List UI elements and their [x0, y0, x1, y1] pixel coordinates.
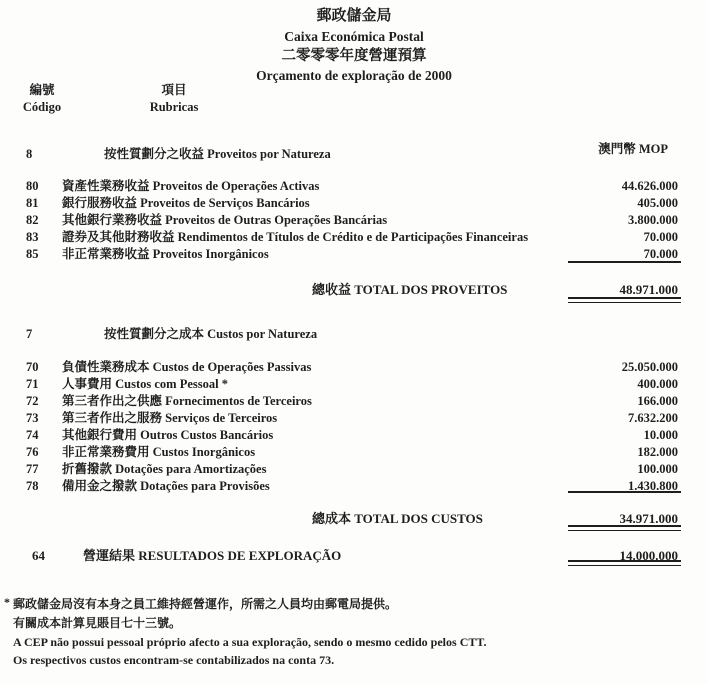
row-code: 85 [26, 247, 39, 261]
revenue-section-title [0, 146, 708, 163]
row-code: 78 [26, 479, 39, 493]
org-title-zh: 郵政儲金局 [316, 8, 392, 24]
result-rule [568, 560, 681, 566]
row-label: 人事費用 Custos com Pessoal * [62, 377, 228, 391]
total-proveitos-value: 48.971.000 [619, 282, 678, 297]
row-value: 405.000 [637, 196, 678, 210]
column-header-code-pt: Código [22, 100, 62, 114]
row-value: 3.800.000 [628, 213, 678, 227]
result-value: 14.000.000 [619, 548, 678, 563]
section-label: 按性質劃分之收益 Proveitos por Natureza [104, 147, 331, 161]
column-header-item-pt: Rubricas [149, 100, 199, 114]
row-label: 非正常業務收益 Proveitos Inorgânicos [62, 247, 269, 261]
row-value: 7.632.200 [628, 411, 678, 425]
table-row [0, 427, 708, 444]
row-code: 71 [26, 377, 39, 391]
row-code: 76 [26, 445, 39, 459]
row-code: 73 [26, 411, 39, 425]
section-label: 按性質劃分之成本 Custos por Natureza [104, 327, 318, 341]
result-code: 64 [32, 548, 45, 563]
org-title-pt: Caixa Económica Postal [284, 29, 424, 44]
table-row [0, 178, 708, 195]
currency-label: 澳門幣 MOP [598, 142, 668, 156]
table-row [0, 393, 708, 410]
row-label: 備用金之撥款 Dotações para Provisões [62, 479, 270, 493]
costs-section-title [0, 326, 708, 343]
doc-subtitle-zh: 二零零零年度營運預算 [281, 48, 427, 64]
total-custos-label: 總成本 TOTAL DOS CUSTOS [312, 511, 483, 526]
row-value: 25.050.000 [621, 360, 678, 374]
table-row [0, 195, 708, 212]
revenue-subtotal-rule [568, 261, 681, 263]
column-header-code-zh: 編號 [29, 83, 55, 97]
document-header [0, 6, 708, 85]
row-value: 100.000 [637, 462, 678, 476]
row-code: 81 [26, 196, 39, 210]
row-label: 其他銀行費用 Outros Custos Bancários [62, 428, 274, 442]
table-row [0, 444, 708, 461]
total-proveitos-row [0, 279, 708, 298]
row-label: 第三者作出之供應 Fornecimentos de Terceiros [62, 394, 312, 408]
table-row [0, 212, 708, 229]
table-row [0, 376, 708, 393]
row-value: 1.430.800 [628, 479, 678, 493]
total-proveitos-label: 總收益 TOTAL DOS PROVEITOS [312, 282, 508, 297]
footnote-line-3: A CEP não possui pessoal próprio afecto a sua exploração, sendo o mesmo cedido pelos CTT. [13, 634, 487, 649]
section-code: 7 [26, 327, 33, 341]
row-code: 74 [26, 428, 39, 442]
row-value: 166.000 [637, 394, 678, 408]
row-label: 折舊撥款 Dotações para Amortizações [62, 462, 267, 476]
result-label: 營運結果 RESULTADOS DE EXPLORAÇÃO [83, 548, 342, 563]
row-label: 證券及其他財務收益 Rendimentos de Títulos de Crédito e de Participações Financeiras [62, 230, 529, 244]
footnote-line-2: 有關成本計算見賬目七十三號。 [13, 615, 182, 630]
doc-subtitle-pt: Orçamento de exploração de 2000 [256, 68, 452, 83]
footnote-marker: * [4, 595, 10, 609]
row-label: 非正常業務費用 Custos Inorgânicos [62, 445, 256, 459]
column-header-item [138, 82, 210, 116]
row-code: 77 [26, 462, 39, 476]
table-row [0, 461, 708, 478]
total-custos-value: 34.971.000 [619, 511, 678, 526]
row-label: 負債性業務成本 Custos de Operações Passivas [62, 360, 312, 374]
row-code: 80 [26, 179, 39, 193]
total-custos-rule [568, 525, 681, 531]
footnote-line-4: Os respectivos custos encontram-se contabilizados na conta 73. [13, 653, 335, 668]
row-value: 70.000 [643, 230, 678, 244]
row-label: 其他銀行業務收益 Proveitos de Outras Operações Bancárias [62, 213, 388, 227]
column-header-code [14, 82, 70, 116]
footnotes [4, 595, 698, 670]
row-code: 70 [26, 360, 39, 374]
row-value: 400.000 [637, 377, 678, 391]
row-label: 第三者作出之服務 Serviços de Terceiros [62, 411, 278, 425]
row-label: 銀行服務收益 Proveitos de Serviços Bancários [62, 196, 310, 210]
revenue-rows [0, 178, 708, 263]
footnote-line-1: 郵政儲金局沒有本身之員工維持經營運作，所需之人員均由郵電局提供。 [13, 597, 398, 611]
column-header-item-zh: 項目 [161, 83, 187, 97]
section-code: 8 [26, 147, 33, 161]
row-value: 44.626.000 [621, 179, 678, 193]
row-code: 83 [26, 230, 39, 244]
table-row [0, 229, 708, 246]
costs-subtotal-rule [568, 491, 681, 493]
row-value: 182.000 [637, 445, 678, 459]
row-code: 72 [26, 394, 39, 408]
cost-rows [0, 359, 708, 495]
row-value: 70.000 [643, 247, 678, 261]
row-value: 10.000 [643, 428, 678, 442]
table-row [0, 359, 708, 376]
row-label: 資產性業務收益 Proveitos de Operações Activas [62, 179, 320, 193]
table-row [0, 410, 708, 427]
total-proveitos-rule [568, 297, 681, 303]
row-code: 82 [26, 213, 39, 227]
